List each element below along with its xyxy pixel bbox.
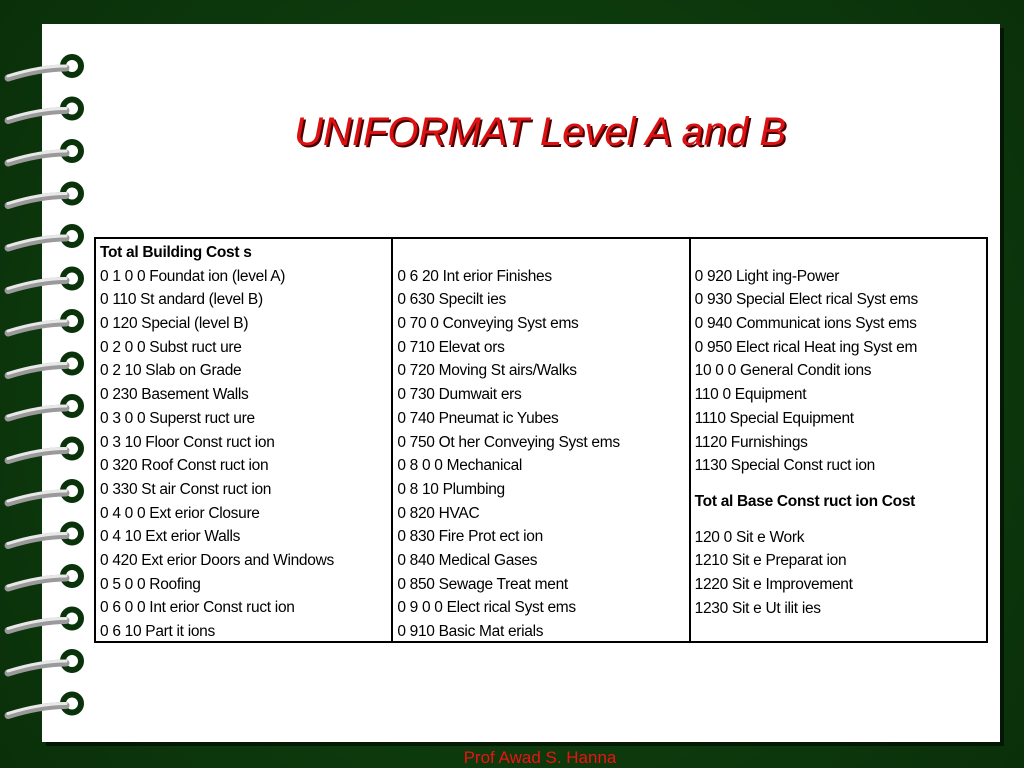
spiral-ring-icon [8,440,81,461]
column-3-list-a [695,265,986,478]
table-cell: 0 630 Specilt ies [397,291,506,309]
table-cell: 0 710 Elevat ors [397,338,505,356]
column-subheader: Tot al Base Const ruct ion Cost [694,492,916,510]
table-cell: 1220 Sit e Improvement [694,575,853,593]
table-cell: 0 330 St air Const ruct ion [100,480,272,498]
spiral-ring-icon [8,270,81,291]
table-cell: 0 720 Moving St airs/Walks [397,362,577,380]
spacer [397,241,688,265]
spiral-ring-icon [8,397,81,418]
spacer [695,478,986,490]
spiral-ring-icon [8,610,81,631]
table-cell: 0 2 10 Slab on Grade [100,362,242,380]
spiral-ring-icon [8,695,81,716]
spiral-ring-icon [8,652,81,673]
table-cell: 0 9 0 0 Elect rical Syst ems [397,599,576,617]
table-cell: 110 0 Equipment [694,386,807,404]
table-cell: 0 420 Ext erior Doors and Windows [100,551,334,569]
table-cell: 1110 Special Equipment [694,409,854,427]
table-cell: 0 230 Basement Walls [100,386,249,404]
table-cell: 1210 Sit e Preparat ion [694,552,847,570]
spiral-ring-icon [8,482,81,503]
table-column-1 [96,239,391,641]
table-cell: 0 120 Special (level B) [100,315,249,333]
table-cell: 0 8 0 0 Mechanical [397,457,523,475]
table-cell: 10 0 0 General Condit ions [694,362,872,380]
table-cell: 0 830 Fire Prot ect ion [397,528,543,546]
column-1-list [100,265,391,644]
slide-footer: Prof Awad S. Hanna [463,748,617,767]
spacer [695,514,986,526]
table-cell: 0 110 St andard (level B) [100,291,263,309]
table-cell: 0 940 Communicat ions Syst ems [694,315,917,333]
table-cell: 1120 Furnishings [694,433,808,451]
table-cell: 0 730 Dumwait ers [397,386,522,404]
table-cell: 0 840 Medical Gases [397,551,538,569]
table-cell: 0 8 10 Plumbing [397,480,505,498]
table-cell: 0 2 0 0 Subst ruct ure [100,338,242,356]
table-cell: 0 320 Roof Const ruct ion [100,457,269,475]
column-header: Tot al Building Cost s [100,244,252,261]
spiral-ring-icon [8,312,81,333]
table-cell: 0 1 0 0 Foundat ion (level A) [100,267,286,285]
table-cell: 0 3 10 Floor Const ruct ion [100,433,275,451]
table-cell: 0 4 0 0 Ext erior Closure [100,504,260,522]
table-cell: 0 920 Light ing-Power [694,267,840,285]
table-cell: 1230 Sit e Ut ilit ies [694,599,821,617]
table-cell: 0 740 Pneumat ic Yubes [397,409,559,427]
table-cell: 0 70 0 Conveying Syst ems [397,315,579,333]
spiral-ring-icon [8,185,81,206]
spiral-ring-icon [8,567,81,588]
slide-title: UNIFORMAT Level A and B [294,110,786,154]
spacer [695,241,986,265]
table-cell: 0 750 Ot her Conveying Syst ems [397,433,620,451]
table-column-2 [391,239,688,641]
table-cell: 0 5 0 0 Roofing [100,575,201,593]
table-cell: 120 0 Sit e Work [694,528,805,546]
uniformat-table [94,237,988,643]
column-3-list-b [695,526,986,621]
table-cell: 0 6 10 Part it ions [100,623,215,640]
spiral-ring-icon [8,57,81,78]
table-cell: 0 910 Basic Mat erials [397,623,544,640]
spiral-ring-icon [8,227,81,248]
table-cell: 0 820 HVAC [397,504,480,522]
table-cell: 0 3 0 0 Superst ruct ure [100,409,255,427]
table-cell: 0 4 10 Ext erior Walls [100,528,241,546]
column-2-list [397,265,688,644]
table-cell: 1130 Special Const ruct ion [694,457,875,475]
table-cell: 0 6 0 0 Int erior Const ruct ion [100,599,295,617]
table-cell: 0 6 20 Int erior Finishes [397,267,552,285]
spiral-ring-icon [8,525,81,546]
spiral-ring-icon [8,355,81,376]
table-cell: 0 930 Special Elect rical Syst ems [694,291,918,309]
table-cell: 0 850 Sewage Treat ment [397,575,568,593]
table-column-3 [689,239,986,641]
table-cell: 0 950 Elect rical Heat ing Syst em [694,338,918,356]
